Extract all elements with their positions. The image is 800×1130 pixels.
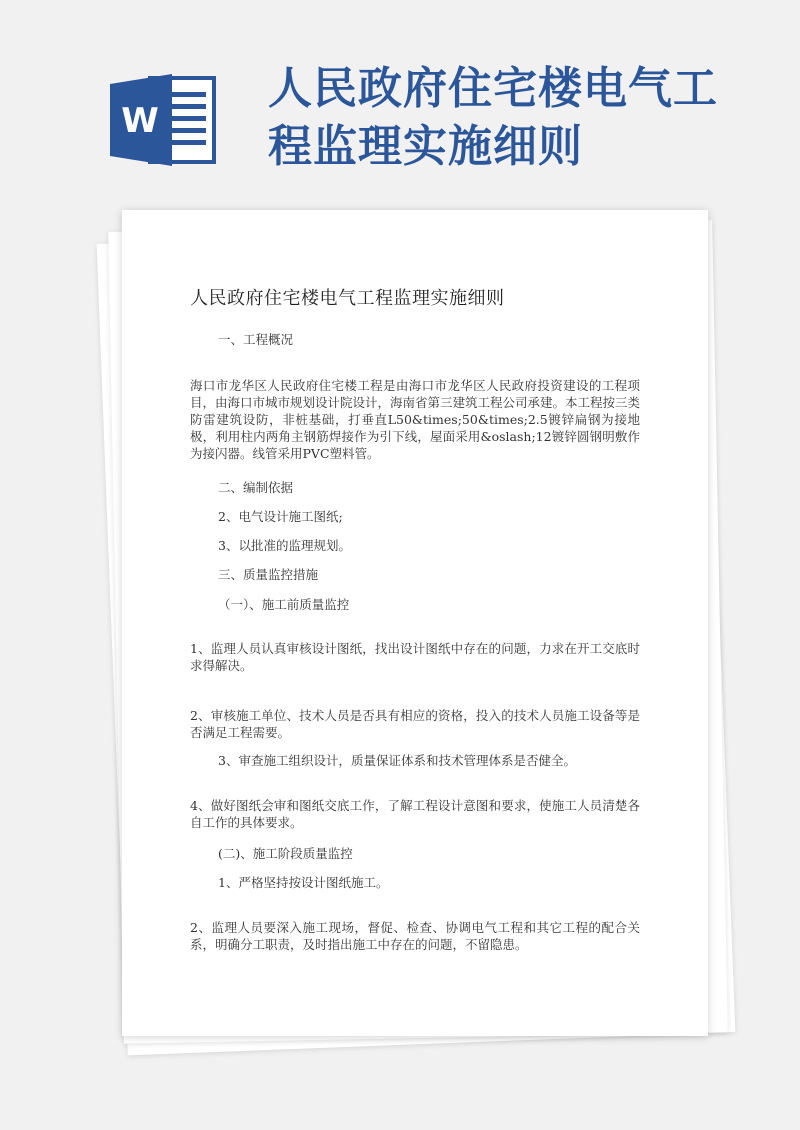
section-heading-overview: 一、工程概况 bbox=[218, 332, 294, 347]
page-title: 人民政府住宅楼电气工 程监理实施细则 bbox=[268, 63, 718, 172]
section-heading-basis: 二、编制依据 bbox=[218, 480, 294, 495]
construction-item-2: 2、监理人员要深入施工现场，督促、检查、协调电气工程和其它工程的配合关系，明确分工职责，及时指出施工中存在的问题，不留隐患。 bbox=[190, 920, 640, 952]
basis-item-2: 2、电气设计施工图纸; bbox=[218, 509, 343, 524]
section-heading-quality: 三、质量监控措施 bbox=[218, 567, 319, 582]
document-title: 人民政府住宅楼电气工程监理实施细则 bbox=[190, 288, 505, 309]
pre-construction-item-4: 4、做好图纸会审和图纸交底工作，了解工程设计意图和要求，使施工人员清楚各自工作的具体要求。 bbox=[190, 798, 640, 830]
word-document-icon bbox=[110, 70, 220, 170]
pre-construction-item-3: 3、审查施工组织设计，质量保证体系和技术管理体系是否健全。 bbox=[218, 753, 576, 768]
construction-item-1: 1、严格坚持按设计图纸施工。 bbox=[218, 875, 389, 890]
subsection-heading-pre-construction: （一）、施工前质量监控 bbox=[218, 597, 350, 612]
basis-item-3: 3、以批准的监理规划。 bbox=[218, 538, 351, 553]
overview-paragraph: 海口市龙华区人民政府住宅楼工程是由海口市龙华区人民政府投资建设的工程项目，由海口市城市规划设计院设计，海南省第三建筑工程公司承建。本工程按三类防雷建筑设防，非桩基础，打垂直L50&times;50&times;2.5镀锌扁钢为接地极，利用柱内两角主钢筋焊接作为引下线，屋面采用&oslash;12镀锌圆钢明敷作为接闪器。线管采用PVC塑料管。 bbox=[190, 378, 641, 461]
pre-construction-item-1: 1、监理人员认真审核设计图纸，找出设计图纸中存在的问题，力求在开工交底时求得解决。 bbox=[190, 641, 640, 673]
pre-construction-item-2: 2、审核施工单位、技术人员是否具有相应的资格，投入的技术人员施工设备等是否满足工程需要。 bbox=[190, 708, 640, 740]
subsection-heading-construction: (二)、施工阶段质量监控 bbox=[218, 846, 353, 861]
document-page bbox=[122, 210, 708, 1036]
word-logo-letter: W bbox=[121, 101, 159, 141]
